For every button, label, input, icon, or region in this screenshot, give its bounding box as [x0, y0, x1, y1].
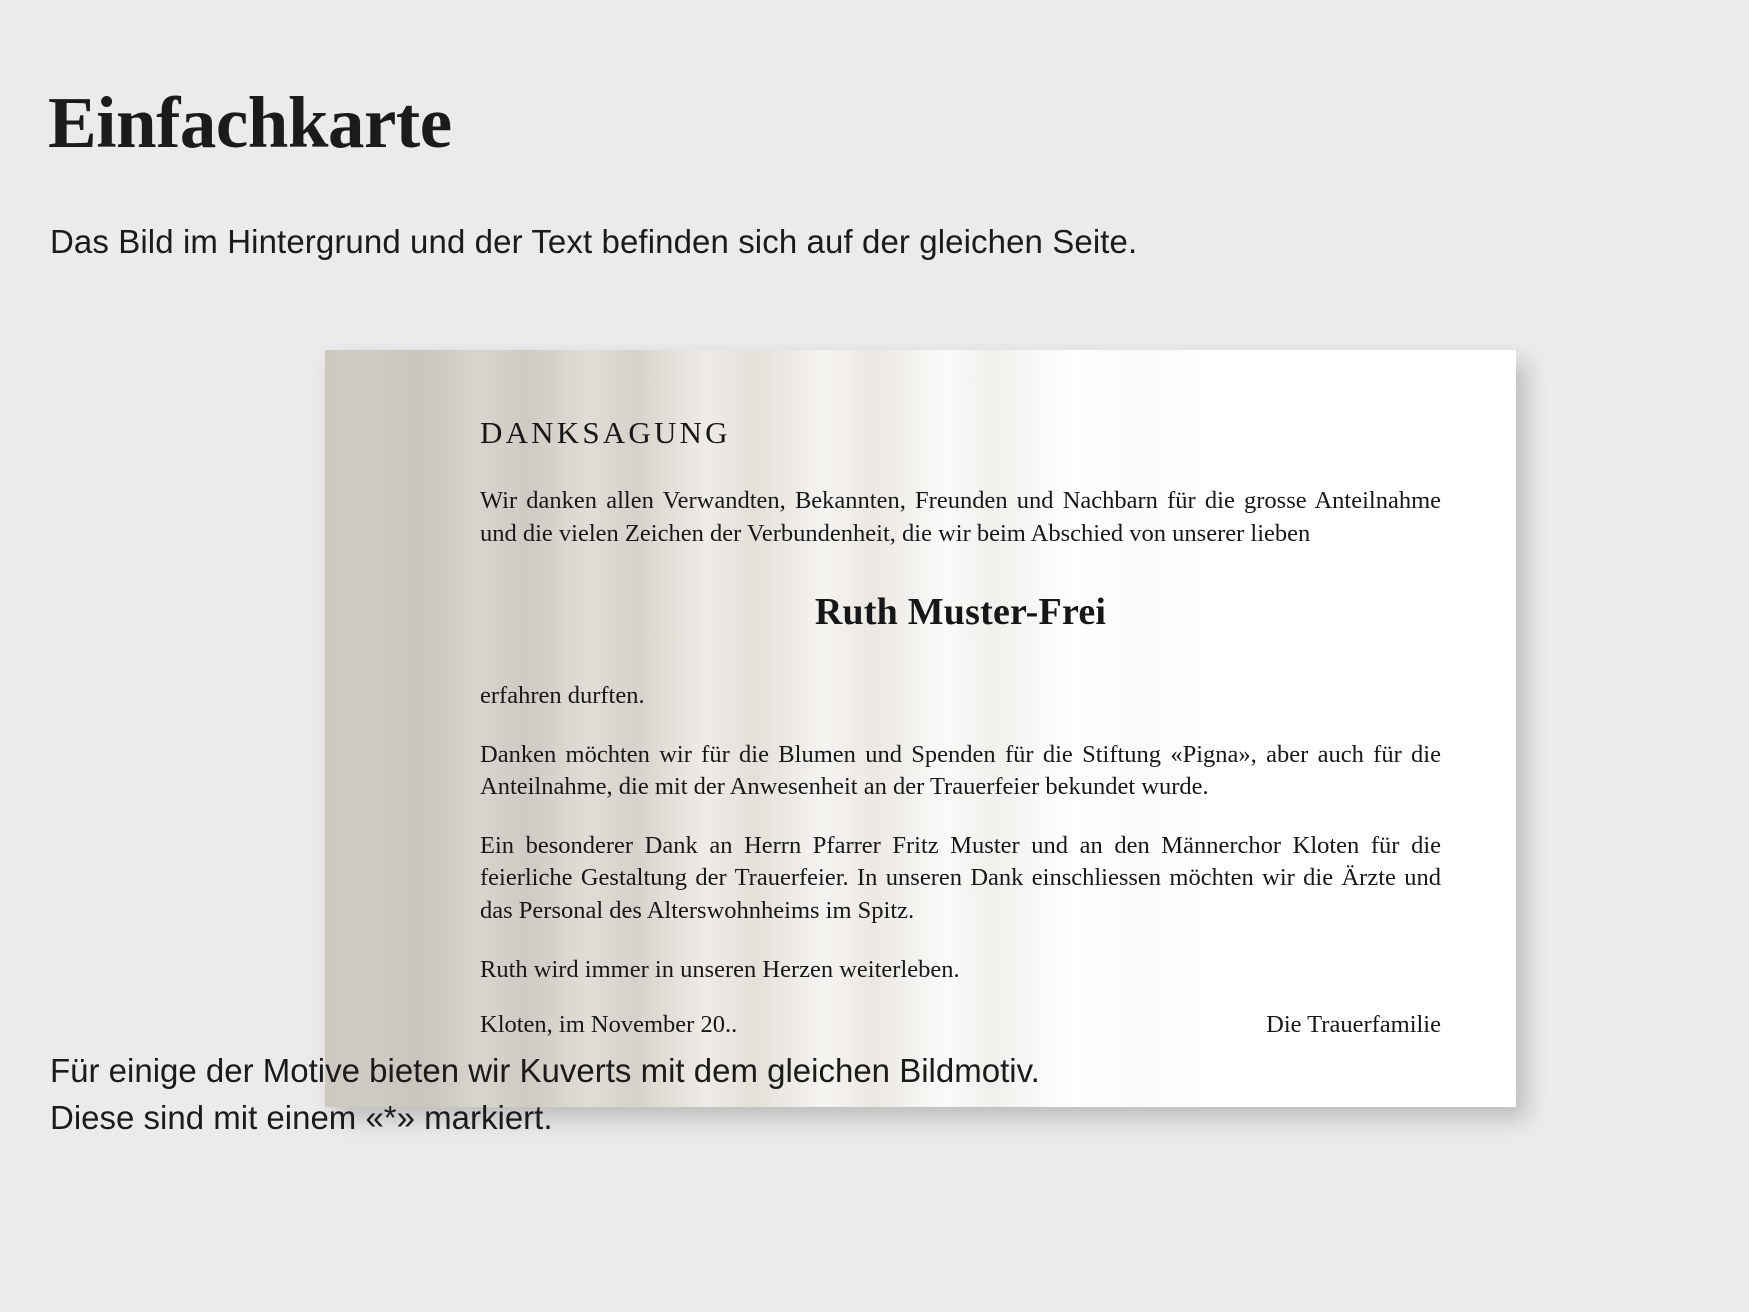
card-footer-signature: Die Trauerfamilie: [1266, 1011, 1441, 1038]
card-paragraph-5: Ruth wird immer in unseren Herzen weiterleben.: [480, 955, 960, 983]
card-footer: [480, 1011, 1441, 1039]
card-footer-place-date: Kloten, im November 20..: [480, 1011, 738, 1038]
card-paragraph-4: Ein besonderer Dank an Herrn Pfarrer Fritz Muster und an den Männerchor Kloten für die feierliche Gestaltung der Trauerfeier. In unseren Dank einschliessen möchten wir die Ärzte und das Personal des Alterswohnheims im Spitz.: [480, 831, 1441, 925]
card-preview[interactable]: [325, 350, 1516, 1107]
card-paragraph-1: Wir danken allen Verwandten, Bekannten, Freunden und Nachbarn für die grosse Anteilnahme und die vielen Zeichen der Verbundenheit, die wir beim Abschied von unserer lieben: [480, 487, 1441, 547]
deceased-name: Ruth Muster-Frei: [814, 591, 1107, 634]
card-paragraph-3: Danken möchten wir für die Blumen und Spenden für die Stiftung «Pigna», aber auch für die Anteilnahme, die mit der Anwesenheit an der Trauerfeier bekundet wurde.: [480, 740, 1441, 801]
footer-note-line-1: Für einige der Motive bieten wir Kuverts mit dem gleichen Bildmotiv.: [50, 1052, 1040, 1089]
card-heading: DANKSAGUNG: [480, 415, 731, 450]
card-background: [325, 350, 1516, 1107]
footer-note: [50, 1048, 1040, 1142]
page-title: Einfachkarte: [48, 81, 452, 163]
card-paragraph-2: erfahren durften.: [480, 682, 645, 710]
footer-note-line-2: Diese sind mit einem «*» markiert.: [50, 1098, 553, 1136]
card-content: [480, 415, 1441, 1067]
intro-text: Das Bild im Hintergrund und der Text befinden sich auf der gleichen Seite.: [50, 223, 1138, 260]
